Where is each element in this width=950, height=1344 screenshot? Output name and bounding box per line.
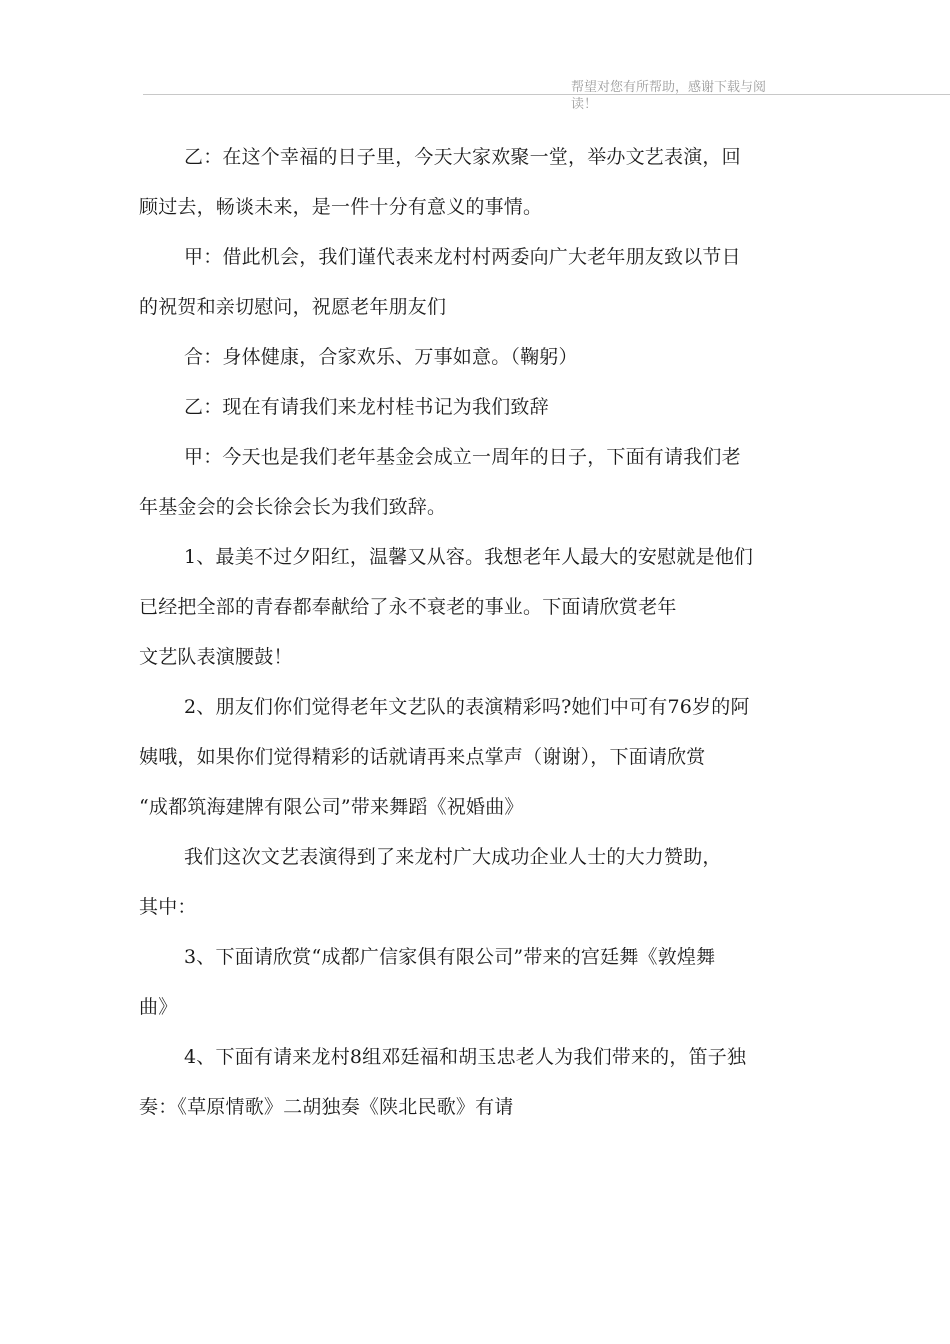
text-line: 文艺队表演腰鼓！	[139, 646, 293, 668]
header-note: 帮望对您有所帮助，感谢下载与阅 读！	[571, 80, 767, 112]
text-line: 顾过去，畅谈未来，是一件十分有意义的事情。	[139, 196, 543, 218]
text-line: 甲：今天也是我们老年基金会成立一周年的日子，下面有请我们老	[184, 446, 741, 468]
header-rule	[143, 94, 950, 95]
text-line: 乙：现在有请我们来龙村桂书记为我们致辞	[184, 396, 549, 418]
text-line: 年基金会的会长徐会长为我们致辞。	[139, 496, 447, 518]
text-line: 2、朋友们你们觉得老年文艺队的表演精彩吗?她们中可有76岁的阿	[184, 696, 750, 718]
document-body	[139, 132, 819, 1132]
text-line: 其中：	[139, 896, 197, 918]
text-line: 姨哦，如果你们觉得精彩的话就请再来点掌声（谢谢），下面请欣赏	[139, 746, 706, 768]
text-line: “成都筑海建牌有限公司”带来舞蹈《祝婚曲》	[139, 796, 524, 818]
text-line: 曲》	[139, 996, 178, 1018]
text-line: 我们这次文艺表演得到了来龙村广大成功企业人士的大力赞助，	[184, 846, 722, 868]
text-line: 乙：在这个幸福的日子里，今天大家欢聚一堂，举办文艺表演，回	[184, 146, 741, 168]
text-line: 甲：借此机会，我们谨代表来龙村村两委向广大老年朋友致以节日	[184, 246, 741, 268]
text-line: 合：身体健康，合家欢乐、万事如意。（鞠躬）	[184, 346, 578, 368]
text-line: 已经把全部的青春都奉献给了永不衰老的事业。下面请欣赏老年	[139, 596, 677, 618]
text-line: 4、下面有请来龙村8组邓廷福和胡玉忠老人为我们带来的，笛子独	[184, 1046, 747, 1068]
text-line: 的祝贺和亲切慰问，祝愿老年朋友们	[139, 296, 447, 318]
text-line: 1、最美不过夕阳红，温馨又从容。我想老年人最大的安慰就是他们	[184, 546, 754, 568]
text-line: 奏：《草原情歌》二胡独奏《陕北民歌》有请	[139, 1096, 514, 1118]
text-line: 3、下面请欣赏“成都广信家俱有限公司”带来的宫廷舞《敦煌舞	[184, 946, 716, 968]
